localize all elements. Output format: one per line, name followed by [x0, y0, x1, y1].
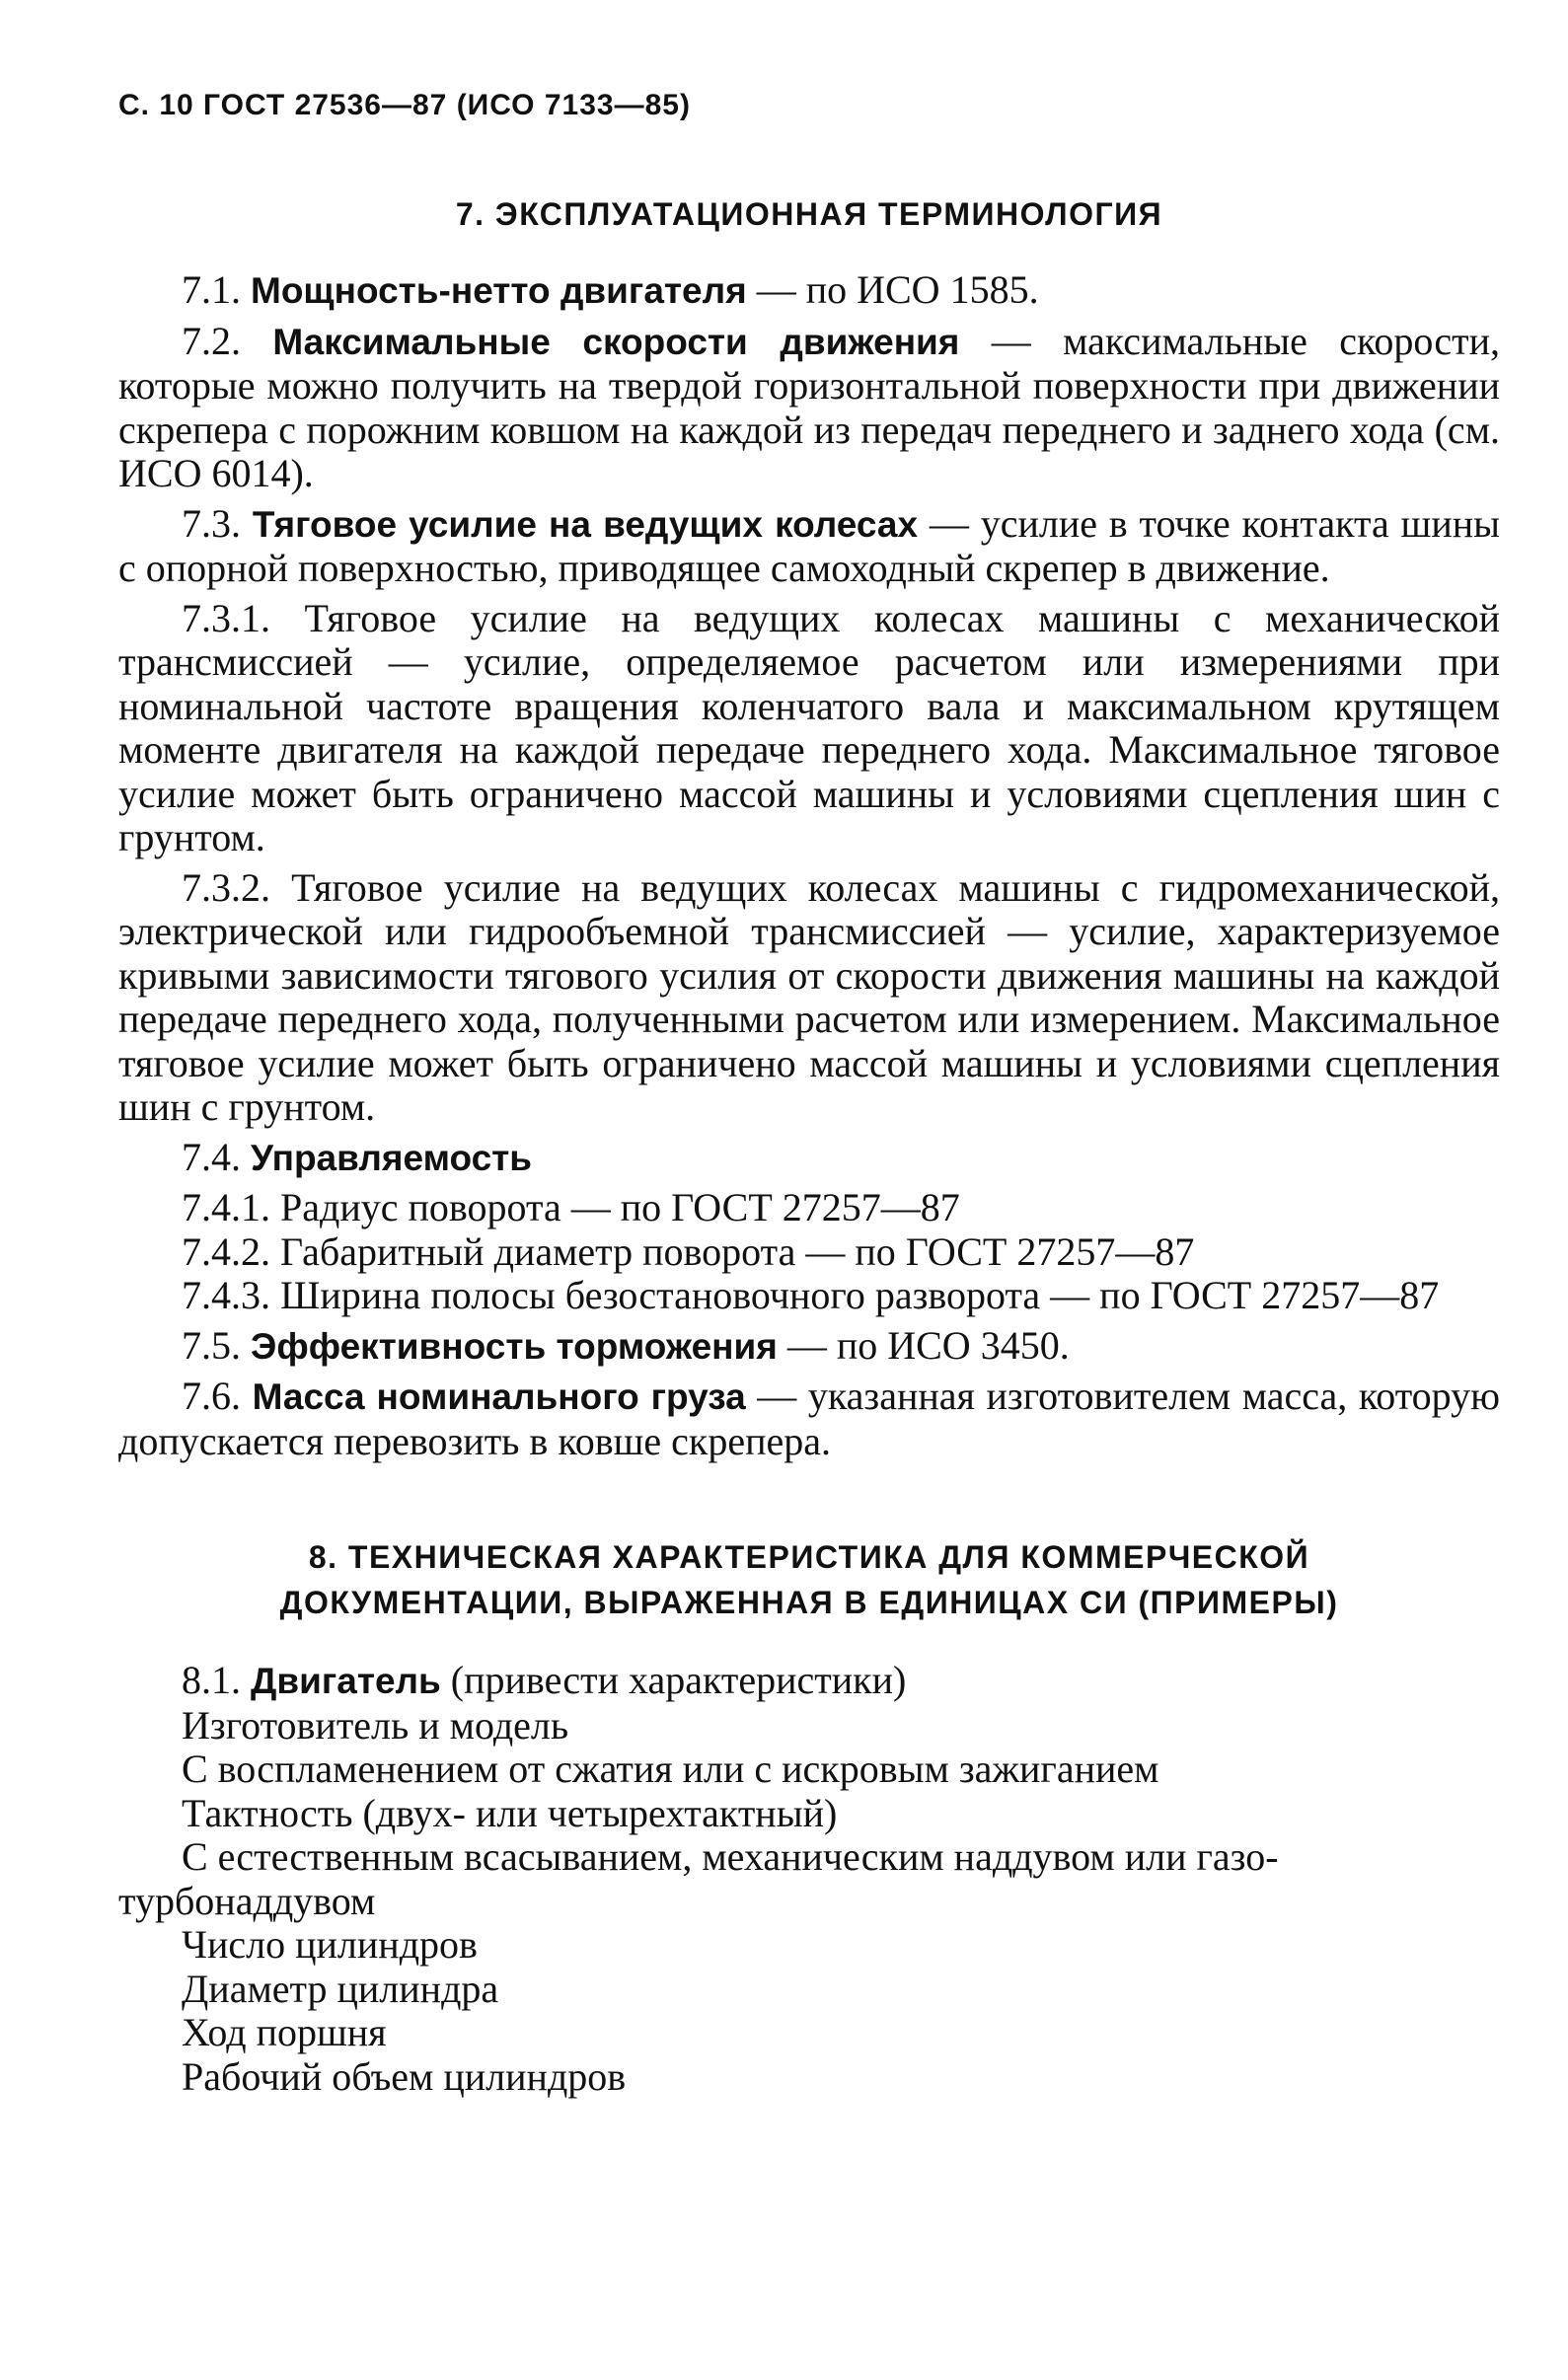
item-text: Габаритный диаметр поворота — по ГОСТ 27257—87 — [280, 1228, 1195, 1274]
section-8-title — [118, 1534, 1500, 1625]
item-number: 7.2. — [182, 318, 241, 363]
item-number: 7.3. — [182, 500, 241, 546]
item-term: Двигатель — [251, 1661, 441, 1701]
list-item: Тактность (двух- или четырехтактный) — [182, 1790, 838, 1835]
item-7-4-1 — [118, 1186, 1500, 1230]
item-term: Масса номинального груза — [252, 1376, 746, 1417]
list-item: Число цилиндров — [182, 1922, 478, 1967]
list-item: Изготовитель и модель — [182, 1702, 569, 1748]
item-number: 7.4.3. — [182, 1273, 270, 1317]
item-7-4-2 — [118, 1230, 1500, 1275]
item-number: 7.4.2. — [182, 1228, 270, 1274]
item-text: Ширина полосы безостановочного разворота — по ГОСТ 27257—87 — [280, 1273, 1440, 1317]
item-7-1 — [118, 268, 1500, 314]
item-text: — указанная изготовителем масса, которую допускается перевозить в ковше скрепера. — [118, 1374, 1500, 1463]
section-7-title: 7. ЭКСПЛУАТАЦИОННАЯ ТЕРМИНОЛОГИЯ — [455, 196, 1163, 232]
list-item: Рабочий объем цилиндров — [182, 2053, 627, 2099]
item-8-1 — [118, 1659, 1500, 1704]
item-7-6 — [118, 1375, 1500, 1463]
item-text: Тяговое усилие на ведущих колесах машины с механической трансмиссией — усилие, определяемое расчетом или измерениями при номинальной частоте вращения коленчатого вала и максимальном крутящем моменте двигателя на каждой передаче переднего хода. Максимальное тяговое усилие может быть ограничено массой машины и условиями сцепления шин с грунтом. — [118, 595, 1501, 859]
item-text: Радиус поворота — по ГОСТ 27257—87 — [280, 1185, 960, 1229]
item-term: Максимальные скорости движения — [272, 321, 960, 362]
item-text: — по ИСО 1585. — [746, 267, 1039, 312]
item-text: — максимальные скорости, которые можно получить на твердой горизонтальной поверхности при движении скрепера с порожним ковшом на каждой из передач переднего и заднего хода (см. ИСО 6014). — [118, 318, 1500, 495]
item-term: Мощность-нетто двигателя — [251, 270, 747, 311]
list-item: Диаметр цилиндра — [182, 1966, 499, 2011]
item-text: (привести характеристики) — [440, 1658, 907, 1702]
item-7-3 — [118, 502, 1500, 591]
list-item: С естественным всасыванием, механическим наддувом или газо- — [182, 1834, 1279, 1879]
item-number: 8.1. — [182, 1658, 241, 1702]
item-7-4 — [118, 1136, 1500, 1181]
item-number: 7.6. — [182, 1374, 241, 1418]
list-item: Ход поршня — [182, 2010, 387, 2054]
list-item: С воспламенением от сжатия или с искровым зажиганием — [182, 1747, 1159, 1791]
item-text: — усилие в точке контакта шины с опорной поверхностью, приводящее самоходный скрепер в движение. — [118, 500, 1501, 590]
document-page — [118, 89, 1500, 2099]
item-term: Тяговое усилие на ведущих колесах — [252, 503, 919, 545]
item-term: Управляемость — [251, 1137, 533, 1178]
item-text: — по ИСО 3450. — [777, 1322, 1070, 1368]
item-7-3-1 — [118, 597, 1500, 860]
page-header: С. 10 ГОСТ 27536—87 (ИСО 7133—85) — [118, 89, 691, 121]
item-number: 7.4.1. — [182, 1185, 270, 1229]
item-7-4-3 — [118, 1274, 1500, 1318]
item-7-2 — [118, 320, 1500, 496]
item-7-3-2 — [118, 866, 1500, 1130]
item-number: 7.3.2. — [182, 864, 270, 910]
item-number: 7.1. — [182, 267, 241, 312]
item-7-5 — [118, 1324, 1500, 1370]
item-number: 7.3.1. — [182, 595, 270, 640]
list-item-continuation: турбонаддувом — [118, 1878, 376, 1923]
section-8-title-line-2: ДОКУМЕНТАЦИИ, ВЫРАЖЕННАЯ В ЕДИНИЦАХ СИ (ПРИМЕРЫ) — [279, 1585, 1339, 1620]
item-term: Эффективность торможения — [251, 1325, 778, 1367]
item-text: Тяговое усилие на ведущих колесах машины с гидромеханической, электрической или гидрообъемной трансмиссией — усилие, характеризуемое кривыми зависимости тягового усилия от скорости движения машины на каждой передаче переднего хода, полученными расчетом или измерением. Максимальное тяговое усилие может быть ограничено массой машины и условиями сцепления шин с грунтом. — [118, 864, 1501, 1129]
item-number: 7.4. — [182, 1134, 241, 1179]
item-number: 7.5. — [182, 1322, 241, 1368]
section-8-title-line-1: 8. ТЕХНИЧЕСКАЯ ХАРАКТЕРИСТИКА ДЛЯ КОММЕРЧЕСКОЙ — [308, 1539, 1310, 1575]
